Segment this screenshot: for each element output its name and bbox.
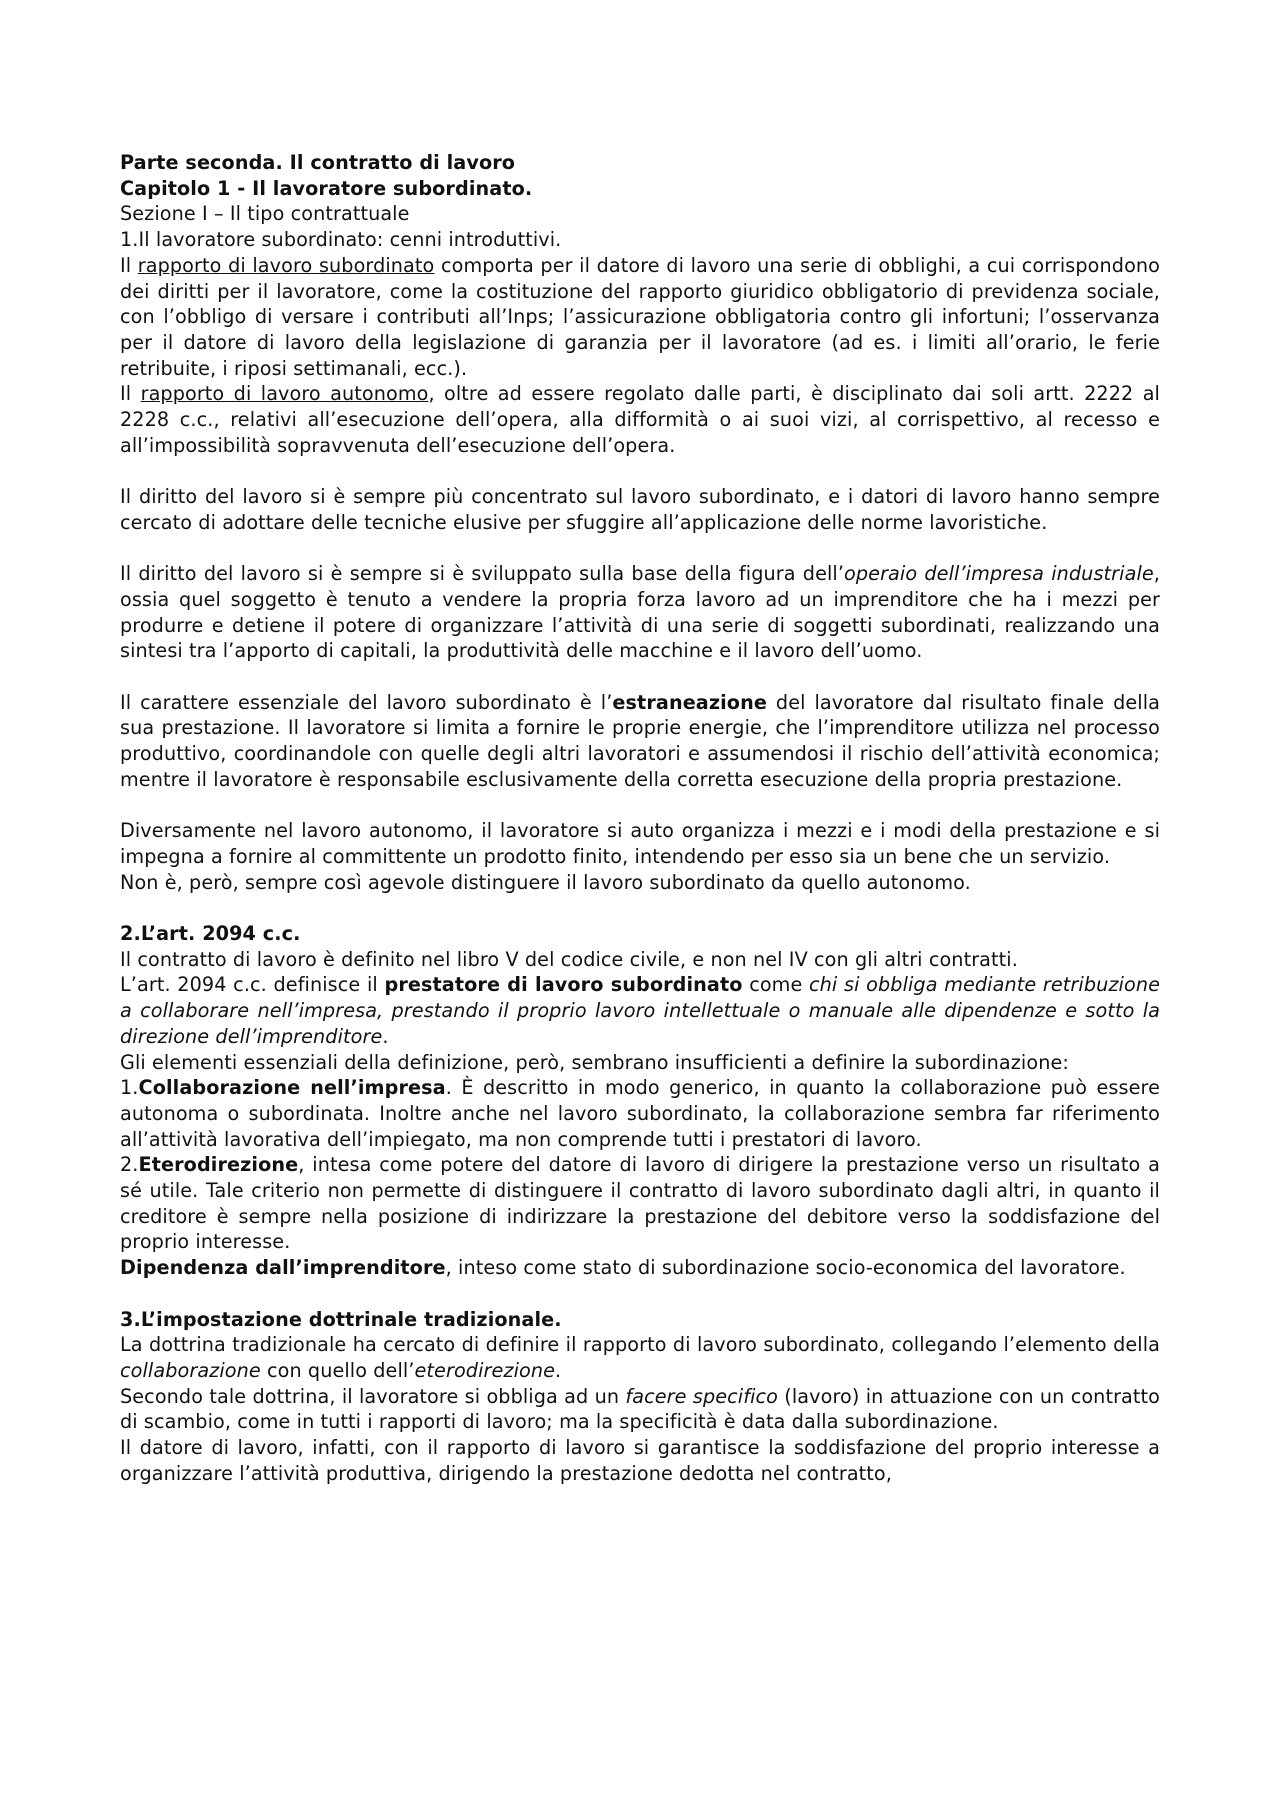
paragraph-traditional-doctrine: La dottrina tradizionale ha cercato di definire il rapporto di lavoro subordinato, collegando l’elemento della collaborazione con quello dell’eterodirezione. [120, 1333, 1160, 1382]
paragraph-definition: L’art. 2094 c.c. definisce il prestatore di lavoro subordinato come chi si obbliga mediante retribuzione a collaborare nell’impresa, prestando il proprio lavoro intellettuale o manuale alle dipendenze e sotto la direzione dell’imprenditore. [120, 973, 1160, 1048]
paragraph-employer-interest: Il datore di lavoro, infatti, con il rapporto di lavoro si garantisce la soddisfazione del proprio interesse a organizzare l’attività produttiva, dirigendo la prestazione dedotta nel contratto, [120, 1436, 1160, 1485]
paragraph-elements: Gli elementi essenziali della definizione, però, sembrano insufficienti a definire la subordinazione: [120, 1050, 1069, 1074]
term-subordinate: rapporto di lavoro subordinato [137, 253, 435, 277]
part-heading: Parte seconda. Il contratto di lavoro [120, 151, 516, 174]
section-heading: Sezione I – Il tipo contrattuale [120, 202, 410, 226]
list-item-collaboration: 1.Collaborazione nell’impresa. È descritto in modo generico, in quanto la collaborazione può essere autonoma o subordinata. Inoltre anche nel lavoro subordinato, la collaborazione sembra far riferimento all’attività lavorativa dell’impiegato, ma non comprende tutti i prestatori di lavoro. [120, 1076, 1160, 1151]
paragraph-estrangement: Il carattere essenziale del lavoro subordinato è l’estraneazione del lavoratore dal risultato finale della sua prestazione. Il lavoratore si limita a fornire le proprie energie, che l’imprenditore utilizza nel processo produttivo, coordinandole con quelle degli altri lavoratori e assumendosi il rischio dell’attività economica; mentre il lavoratore è responsabile esclusivamente della corretta esecuzione della propria prestazione. [120, 690, 1160, 791]
paragraph-distinction: Non è, però, sempre così agevole distinguere il lavoro subordinato da quello autonomo. [120, 870, 971, 894]
section-2-title: 2.L’art. 2094 c.c. [120, 922, 301, 946]
paragraph-facere-specifico: Secondo tale dottrina, il lavoratore si obbliga ad un facere specifico (lavoro) in attuazione con un contratto di scambio, come in tutti i rapporti di lavoro; ma la specificità è data dalla subordinazione. [120, 1384, 1160, 1434]
list-item-dependence: Dipendenza dall’imprenditore, inteso come stato di subordinazione socio-economica del lavoratore. [120, 1256, 1126, 1280]
section-3-title: 3.L’impostazione dottrinale tradizionale. [120, 1307, 562, 1331]
paragraph-concentration: Il diritto del lavoro si è sempre più concentrato sul lavoro subordinato, e i datori di lavoro hanno sempre cercato di adottare delle tecniche elusive per sfuggire all’applicazione delle norme lavoristiche. [120, 485, 1160, 534]
paragraph-autonomous-work: Diversamente nel lavoro autonomo, il lavoratore si auto organizza i mezzi e i modi della prestazione e si impegna a fornire al committente un prodotto finito, intendendo per esso sia un bene che un servizio. [120, 819, 1160, 868]
subsection-heading: 1.Il lavoratore subordinato: cenni introduttivi. [120, 228, 562, 252]
paragraph-subordinate: Il rapporto di lavoro subordinato comporta per il datore di lavoro una serie di obblighi, a cui corrispondono dei diritti per il lavoratore, come la costituzione del rapporto giuridico obbligatorio di previdenza sociale, con l’obbligo di versare i contributi all’Inps; l’assicurazione obbligatoria contro gli infortuni; l’osservanza per il datore di lavoro della legislazione di garanzia per il lavoratore (ad es. i limiti all’orario, le ferie retribuite, i riposi settimanali, ecc.). [120, 253, 1161, 380]
chapter-heading: Capitolo 1 - Il lavoratore subordinato. [120, 176, 533, 200]
list-item-eterodirection: 2.Eterodirezione, intesa come potere del datore di lavoro di dirigere la prestazione verso un risultato a sé utile. Tale criterio non permette di distinguere il contratto di lavoro subordinato dagli altri, in quanto il creditore è sempre nella posizione di indirizzare la prestazione del debitore verso la soddisfazione del proprio interesse. [120, 1153, 1160, 1254]
term-autonomous: rapporto di lavoro autonomo [140, 382, 429, 406]
paragraph-worker-figure: Il diritto del lavoro si è sempre si è sviluppato sulla base della figura dell’operaio dell’impresa industriale, ossia quel soggetto è tenuto a vendere la propria forza lavoro ad un imprenditore che ha i mezzi per produrre e detiene il potere di organizzare l’attività di una serie di soggetti subordinati, realizzando una sintesi tra l’apporto di capitali, la produttività delle macchine e il lavoro dell’uomo. [120, 562, 1160, 663]
paragraph-civil-code: Il contratto di lavoro è definito nel libro V del codice civile, e non nel IV con gli altri contratti. [120, 947, 1018, 971]
paragraph-autonomous: Il rapporto di lavoro autonomo, oltre ad essere regolato dalle parti, è disciplinato dai soli artt. 2222 al 2228 c.c., relativi all’esecuzione dell’opera, alla difformità o ai suoi vizi, al corrispettivo, al recesso e all’impossibilità sopravvenuta dell’esecuzione dell’opera. [120, 382, 1160, 457]
document-page [120, 150, 1160, 1486]
